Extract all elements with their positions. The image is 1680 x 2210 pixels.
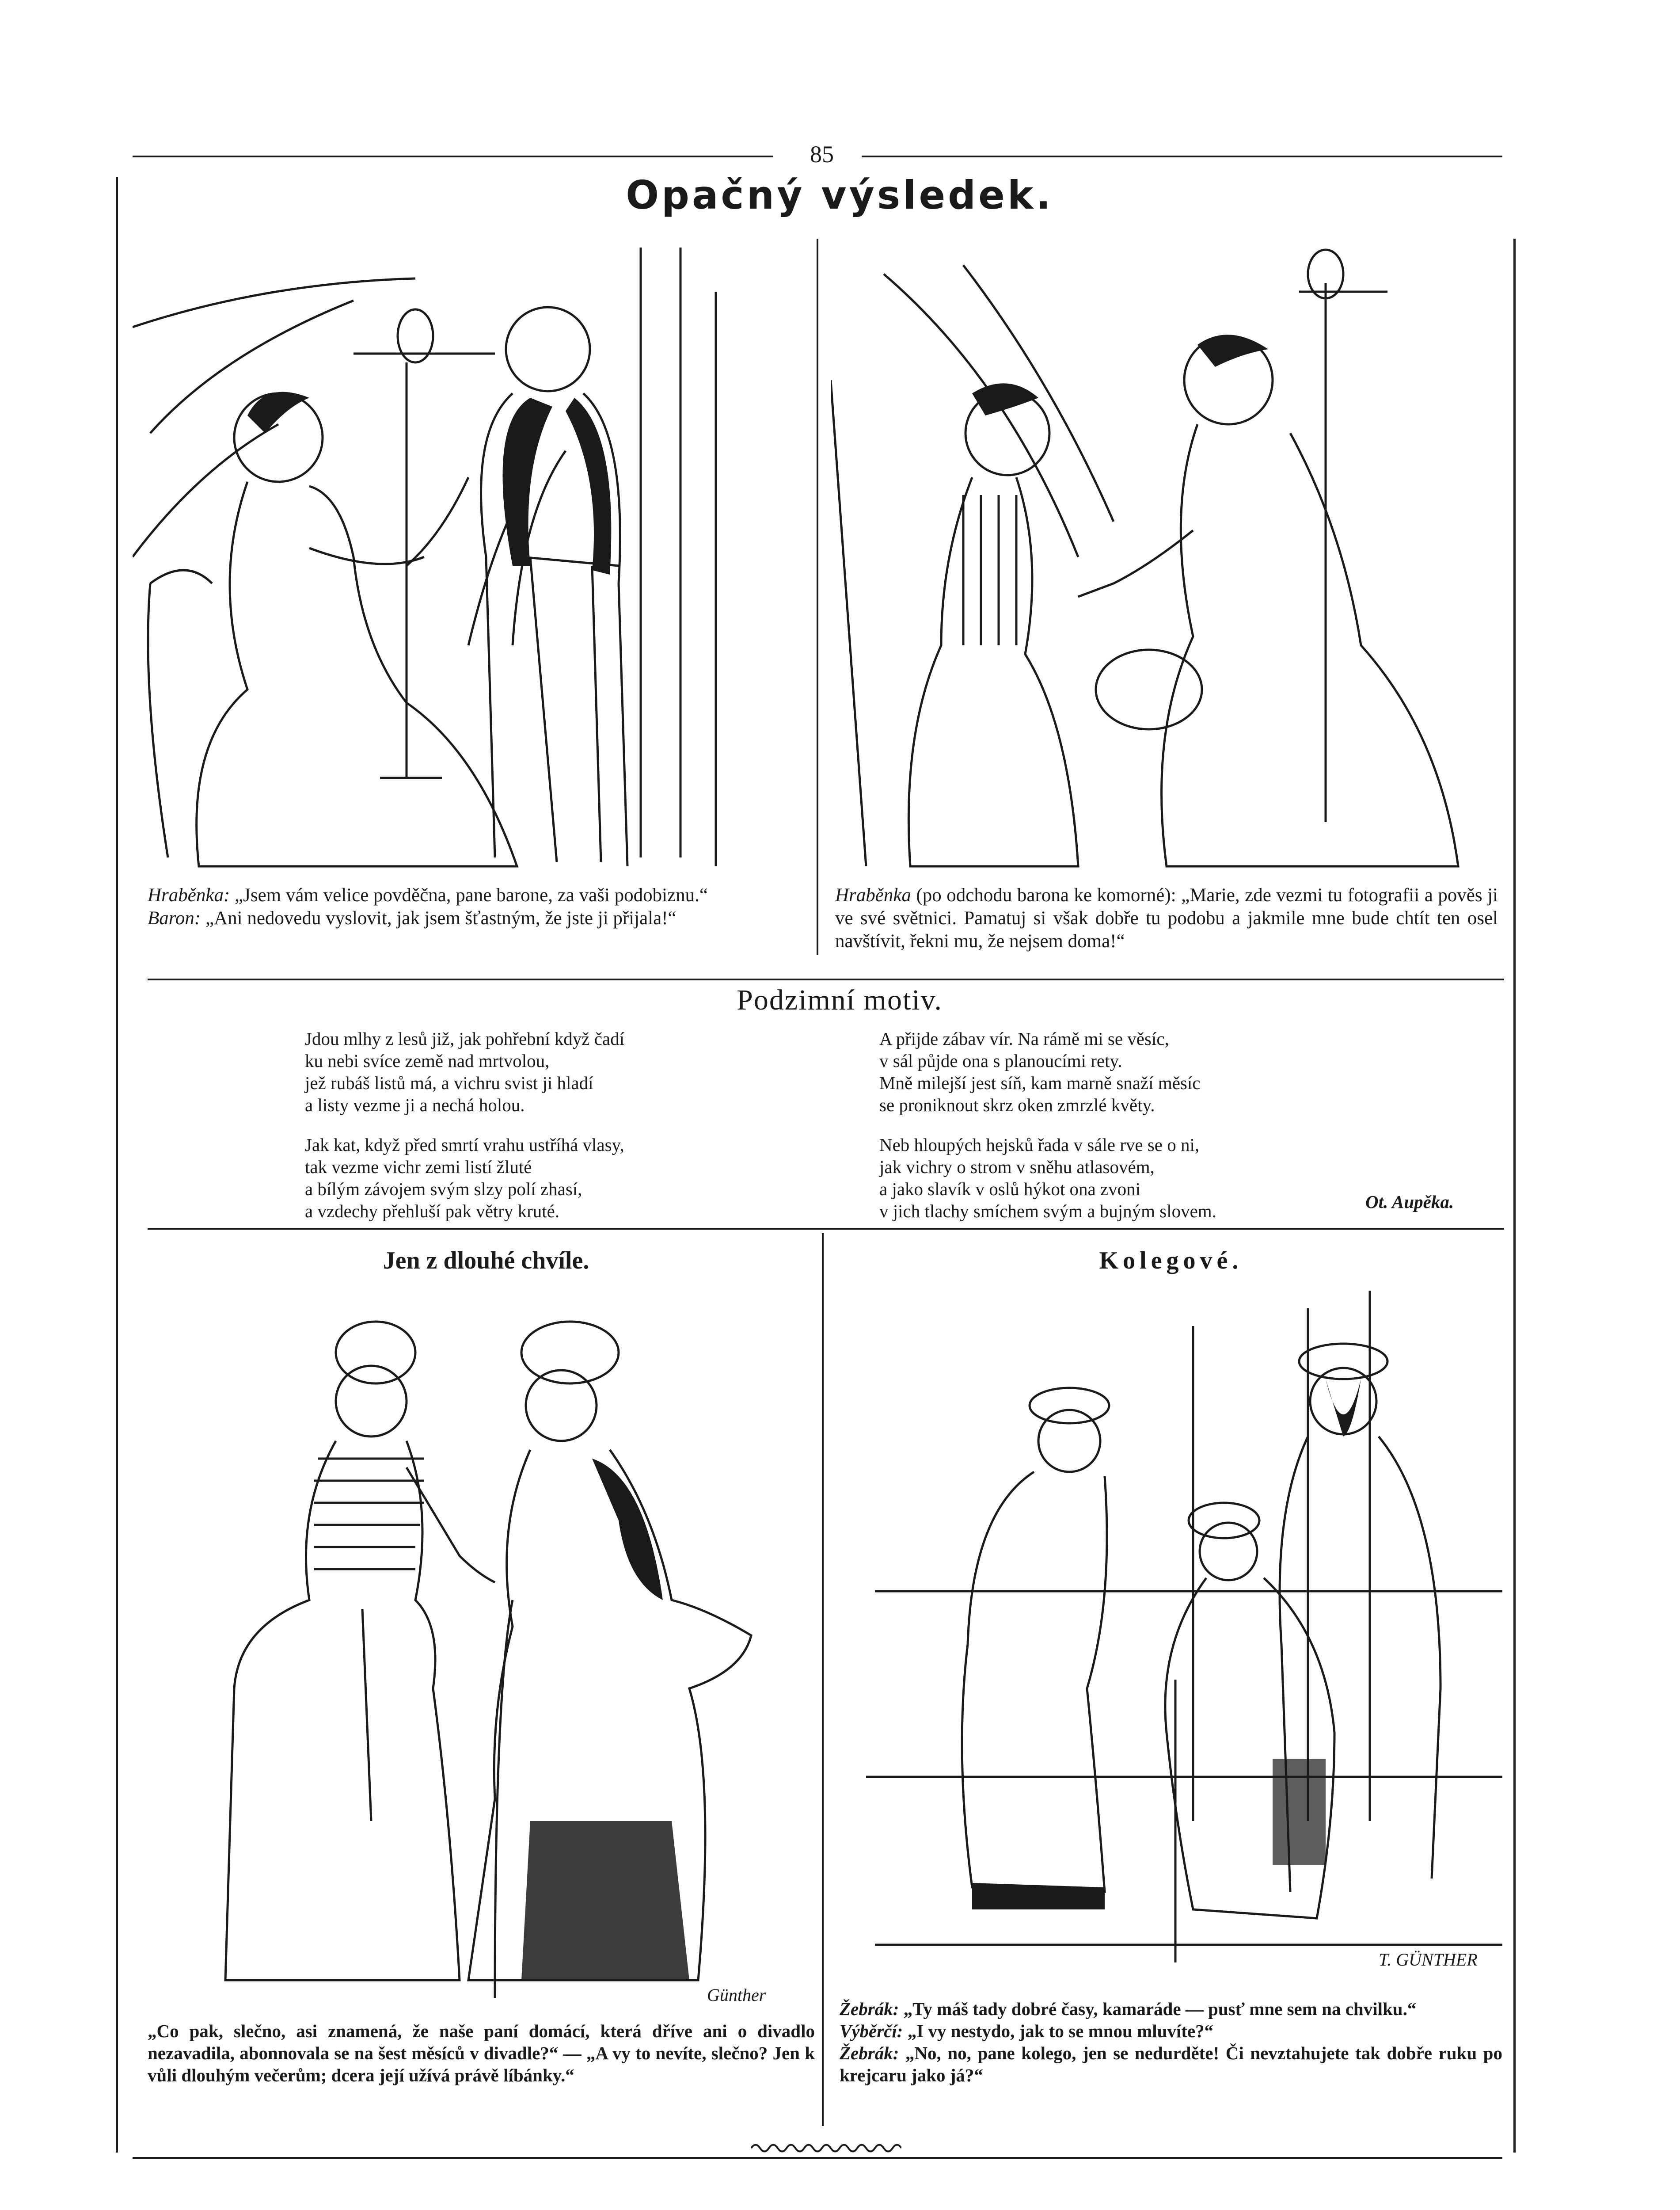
- caption-left-line-2: „Ani nedovedu vyslovit, jak jsem šťastným, že jste ji přijala!“: [201, 908, 677, 929]
- poem-line: Jdou mlhy z lesů již, jak pohřební když čadí: [305, 1029, 625, 1049]
- page-border-top-left: [133, 156, 773, 157]
- page-number: 85: [810, 141, 834, 168]
- illustration-countess-and-baron: [133, 248, 804, 880]
- poem-line: tak vezme vichr zemi listí žluté: [305, 1157, 532, 1177]
- divider-below-poem: [148, 1228, 1504, 1230]
- speaker-beggar: Žebrák:: [840, 1999, 899, 2019]
- poem-line: a bílým závojem svým slzy polí zhasí,: [305, 1179, 582, 1199]
- speaker-collector: Výběrčí:: [840, 2021, 903, 2041]
- page-border-right: [1513, 239, 1516, 2153]
- dialog-left: „Co pak, slečno, asi znamená, že naše paní domácí, která dříve ani o divadlo nezavadila, abonnovala se na šest měsíců v divadle?“ — „A vy to nevíte, slečno? Jen k vůli dlouhým večerům; dcera její užívá právě líbánky.“: [148, 2021, 815, 2085]
- artist-signature-right: T. GÜNTHER: [1379, 1950, 1478, 1970]
- caption-left-line-1: „Jsem vám velice povděčna, pane barone, za vaši podobiznu.“: [230, 885, 708, 906]
- divider-above-poem: [148, 979, 1504, 980]
- top-column-divider: [817, 239, 818, 955]
- poem-stanza: [879, 1134, 1216, 1222]
- poem-line: ku nebi svíce země nad mrtvolou,: [305, 1051, 550, 1071]
- artist-signature-left: Günther: [707, 1985, 766, 2005]
- illustration-countess-and-maid: [831, 248, 1502, 880]
- poem-line: Neb hloupých hejsků řada v sále rve se o ni,: [879, 1135, 1200, 1155]
- poem-title: Podzimní motiv.: [737, 984, 943, 1016]
- ornament-wave: [751, 2141, 901, 2155]
- poem-line: jak vichry o strom v sněhu atlasovém,: [879, 1157, 1155, 1177]
- caption-right-text: (po odchodu barona ke komorné): „Marie, zde vezmi tu fotografii a pověs ji ve své světnici. Pamatuj si však dobře tu podobu a jakmile mne bude chtít ten osel navštívit, řekni mu, že nejsem doma!“: [835, 885, 1498, 952]
- dialog-right-line-2: „I vy nestydo, jak to se mnou mluvíte?“: [903, 2021, 1214, 2041]
- speaker-beggar-2: Žebrák:: [840, 2043, 899, 2063]
- page-title: Opačný výsledek.: [626, 172, 1053, 218]
- page-border-top-right: [862, 156, 1502, 157]
- speaker-countess: Hraběnka:: [148, 885, 230, 906]
- poem-line: Mně milejší jest síň, kam marně snaží měsíc: [879, 1073, 1201, 1093]
- poem-stanza: [305, 1028, 624, 1116]
- dialog-right-line-1: „Ty máš tady dobré časy, kamaráde — pusť mne sem na chvilku.“: [899, 1999, 1417, 2019]
- poem-line: a listy vezme ji a nechá holou.: [305, 1095, 525, 1115]
- poem-author: Ot. Aupěka.: [1365, 1192, 1454, 1212]
- caption-right: [835, 884, 1498, 953]
- illustration-beggar-and-collectors: [840, 1291, 1502, 1993]
- poem-line: jež rubáš listů má, a vichru svist ji hladí: [305, 1073, 593, 1093]
- page-border-left: [116, 177, 118, 2153]
- poem-stanza: [879, 1028, 1216, 1116]
- section-title-left: Jen z dlouhé chvíle.: [383, 1247, 589, 1274]
- poem-line: se proniknout skrz oken zmrzlé květy.: [879, 1095, 1155, 1115]
- poem-stanza: [305, 1134, 624, 1222]
- poem-line: a vzdechy přehluší pak větry kruté.: [305, 1201, 560, 1221]
- poem-right-column: [879, 1028, 1216, 1240]
- poem-line: v jich tlachy smíchem svým a bujným slovem.: [879, 1201, 1216, 1221]
- illustration-two-ladies: [186, 1291, 813, 2016]
- speaker-baron: Baron:: [148, 908, 201, 929]
- speaker-countess-right: Hraběnka: [835, 885, 911, 906]
- section-title-right: Kolegové.: [1099, 1247, 1243, 1274]
- poem-line: A přijde zábav vír. Na rámě mi se věsíc,: [879, 1029, 1169, 1049]
- poem-line: Jak kat, když před smrtí vrahu ustříhá vlasy,: [305, 1135, 624, 1155]
- poem-line: a jako slavík v oslů hýkot ona zvoni: [879, 1179, 1140, 1199]
- bottom-column-divider: [822, 1233, 824, 2126]
- poem-line: v sál půjde ona s planoucími rety.: [879, 1051, 1122, 1071]
- page-border-bottom: [133, 2157, 1502, 2159]
- dialog-right-line-3: „No, no, pane kolego, jen se nedurděte! Či nevztahujete tak dobře ruku po krejcaru jako já?“: [840, 2043, 1502, 2085]
- caption-left: [148, 884, 806, 930]
- poem-left-column: [305, 1028, 624, 1240]
- dialog-right: [840, 1998, 1502, 2086]
